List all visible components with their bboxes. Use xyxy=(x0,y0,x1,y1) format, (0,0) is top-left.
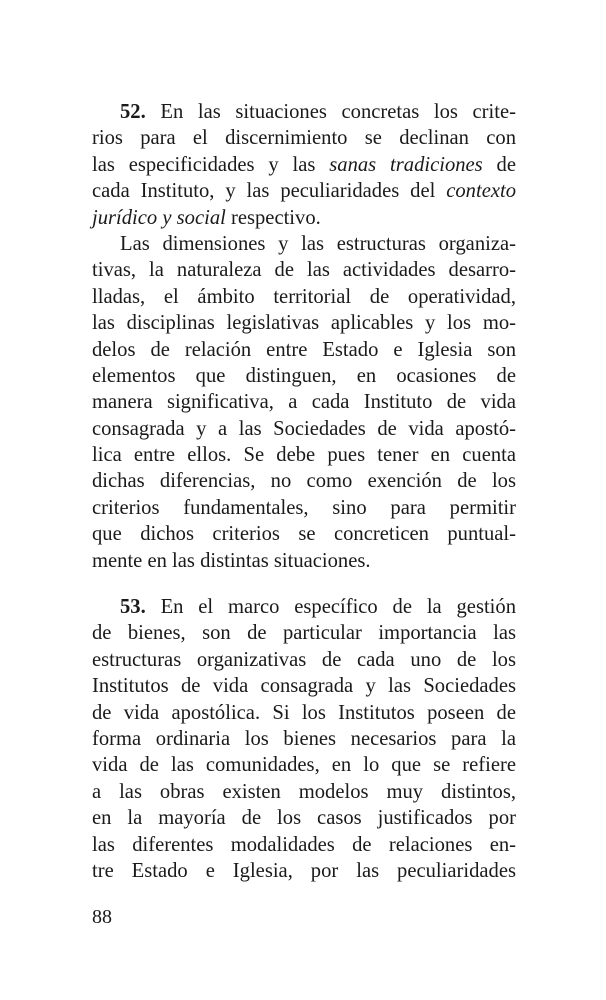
text-segment: de xyxy=(482,153,516,176)
text-line: lica entre ellos. Se debe pues tener en cuenta xyxy=(92,444,516,467)
text-line: tre Estado e Iglesia, por las peculiaridades xyxy=(92,859,516,882)
text-line: estructuras organizativas de cada uno de los xyxy=(92,648,516,671)
paragraph-53 xyxy=(92,594,516,884)
text-line: forma ordinaria los bienes necesarios para la xyxy=(92,727,516,750)
italic-text: sanas tradiciones xyxy=(329,153,483,176)
text-line: consagrada y a las Sociedades de vida apostó- xyxy=(92,417,516,440)
text-line: Las dimensiones y las estructuras organiza- xyxy=(120,232,516,255)
italic-text: contexto xyxy=(446,180,516,203)
paragraph-number: 53. xyxy=(120,596,146,618)
text-line xyxy=(92,152,516,178)
text-line xyxy=(92,178,516,204)
text-line: las disciplinas legislativas aplicables y los mo- xyxy=(92,312,516,335)
text-line: Institutos de vida consagrada y las Sociedades xyxy=(92,675,516,698)
paragraph-52 xyxy=(92,99,516,574)
text-line: a las obras existen modelos muy distintos, xyxy=(92,780,516,803)
text-segment: En el marco específico de la gestión xyxy=(160,596,516,618)
text-line: que dichos criterios se concreticen puntual- xyxy=(92,523,516,546)
text-line: dichas diferencias, no como exención de los xyxy=(92,470,516,493)
text-line: de vida apostólica. Si los Institutos poseen de xyxy=(92,701,516,724)
text-line: de bienes, son de particular importancia las xyxy=(92,622,516,645)
text-segment: En las situaciones concretas los crite- xyxy=(160,101,516,123)
text-line: manera significativa, a cada Instituto de vida xyxy=(92,391,516,414)
text-line: criterios fundamentales, sino para permitir xyxy=(92,496,516,519)
text-segment: respectivo. xyxy=(225,206,321,229)
text-segment: las especificidades y las xyxy=(92,153,330,176)
text-line: mente en las distintas situaciones. xyxy=(92,549,371,572)
text-line: vida de las comunidades, en lo que se refiere xyxy=(92,754,516,777)
italic-text: jurídico y social xyxy=(92,206,226,229)
text-line xyxy=(92,205,516,231)
text-line xyxy=(92,594,516,620)
text-line: las diferentes modalidades de relaciones en- xyxy=(92,833,516,856)
text-line xyxy=(92,99,516,125)
text-line: elementos que distinguen, en ocasiones de xyxy=(92,364,516,387)
text-line: lladas, el ámbito territorial de operatividad, xyxy=(92,285,516,308)
text-segment: cada Instituto, y las peculiaridades del xyxy=(92,180,447,203)
paragraph-number: 52. xyxy=(120,101,146,123)
text-line: rios para el discernimiento se declinan con xyxy=(92,127,516,150)
text-line: tivas, la naturaleza de las actividades desarro- xyxy=(92,259,516,282)
page-number: 88 xyxy=(92,906,112,928)
text-line: en la mayoría de los casos justificados por xyxy=(92,807,516,830)
text-line: delos de relación entre Estado e Iglesia son xyxy=(92,338,516,361)
